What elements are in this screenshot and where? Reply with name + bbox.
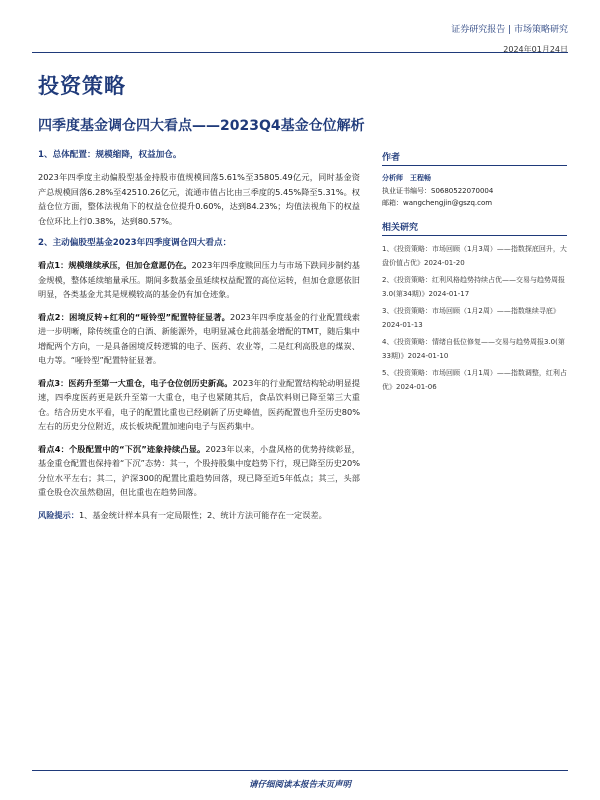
point-4-lead: 看点4：个股配置中的“下沉”迹象持续凸显。 bbox=[38, 443, 206, 454]
overview-paragraph: 2023年四季度主动偏股型基金持股市值规模回落5.61%至35805.49亿元，同时基金资产总规模回落6.28%至42510.26亿元，流通市值占比由三季度的5.45%降至5.31%。权益仓位方面，整体法视角下的权益仓位提升0.60%，达到84.23%；均值法视角下的权益仓位环比上行0.38%，达到80.57%。 bbox=[38, 172, 360, 226]
report-category: 证券研究报告 | 市场策略研究 bbox=[451, 25, 568, 35]
related-item[interactable]: 3、《投资策略：市场回顾（1月2周）——指数继续寻底》2024-01-13 bbox=[382, 306, 560, 329]
point-2-text: 2023年四季度基金的行业配置线索进一步明晰，除传统重仓的白酒、新能源外，电明显减仓此前基金增配的TMT，随后集中增配两个方向，一是具备困境反转逻辑的电子、医药、农业等，二是红利高股息的煤炭、电力等。“哑铃型”配置特征显著。 bbox=[38, 311, 360, 365]
risk-text: 1、基金统计样本具有一定局限性；2、统计方法可能存在一定误差。 bbox=[78, 509, 327, 520]
report-date: 2024年01月24日 bbox=[503, 45, 568, 54]
point-1-lead: 看点1：规模继续承压，但加仓意愿仍在。 bbox=[38, 260, 192, 270]
sidebar bbox=[382, 150, 567, 397]
section-title: 投资策略 bbox=[38, 74, 126, 98]
point-3-lead: 看点3：医药升至第一大重仓，电子仓位创历史新高。 bbox=[38, 377, 233, 388]
section-heading-2: 2、主动偏股型基金2023年四季度调仓四大看点： bbox=[38, 238, 232, 248]
point-1-text: 2023年四季度赎回压力与市场下跌同步制约基金规模，整体延续缩量承压。期间多数基金虽延续权益配置的高位运转，但加仓意愿依旧明显，各类基金尤其是规模较高的基金仍有加仓迹象。 bbox=[38, 260, 360, 299]
point-4 bbox=[38, 442, 360, 500]
related-list bbox=[382, 242, 567, 394]
license-number: 执业证书编号：S0680522070004 bbox=[382, 186, 494, 195]
point-2-lead: 看点2：困境反转+红利的“哑铃型”配置特征显著。 bbox=[38, 311, 231, 322]
related-item[interactable]: 5、《投资策略：市场回顾（1月1周）——指数调整，红利占优》2024-01-06 bbox=[382, 368, 567, 391]
report-headline: 四季度基金调仓四大看点——2023Q4基金仓位解析 bbox=[38, 118, 365, 134]
risk-warning bbox=[38, 508, 360, 523]
bottom-divider bbox=[32, 770, 568, 771]
related-item[interactable]: 1、《投资策略：市场回顾（1月3周）——指数探底回升，大盘价值占优》2024-01-20 bbox=[382, 244, 567, 267]
analyst-name: 分析师 王程畅 bbox=[382, 174, 431, 182]
report-meta bbox=[268, 22, 568, 55]
analyst-email[interactable]: 邮箱：wangchengjin@gszq.com bbox=[382, 199, 493, 207]
point-3 bbox=[38, 376, 360, 434]
related-item[interactable]: 4、《投资策略：情绪自低位修复——交易与趋势周报3.0(第33期)》2024-01-10 bbox=[382, 337, 565, 360]
top-divider bbox=[32, 52, 568, 53]
related-heading: 相关研究 bbox=[382, 220, 567, 236]
point-4-text: 2023年以来，小盘风格的优势持续彰显，基金重仓配置也保持着“下沉”态势：其一，个股持股集中度趋势下行，现已降至历史20%分位水平左右；其二，沪深300的配置比重趋势回落，现已降至近5年低点；其三，头部重仓股仓次虽然稳固，但比重也在趋势回落。 bbox=[38, 443, 360, 497]
author-heading: 作者 bbox=[382, 150, 567, 166]
point-2 bbox=[38, 310, 360, 368]
related-item[interactable]: 2、《投资策略：红利风格趋势持续占优——交易与趋势周报3.0(第34期)》2024-01-17 bbox=[382, 275, 565, 298]
footer-disclaimer: 请仔细阅读本报告末页声明 bbox=[248, 780, 351, 790]
point-1 bbox=[38, 258, 360, 302]
point-3-text: 2023年的行业配置结构轮动明显提速，四季度医药更是跃升至第一大重仓，电子也紧随其后，食品饮料则已降至第三大重仓。结合历史水平看，电子的配置比重也已经刷新了历史峰值，医药配置也升至历史80%左右的历史分位附近，成长板块配置加速向电子与医药集中。 bbox=[38, 377, 360, 431]
section-heading-1: 1、总体配置：规模缩降，权益加仓。 bbox=[38, 150, 182, 160]
risk-lead: 风险提示： bbox=[38, 509, 79, 520]
main-content bbox=[38, 148, 360, 530]
